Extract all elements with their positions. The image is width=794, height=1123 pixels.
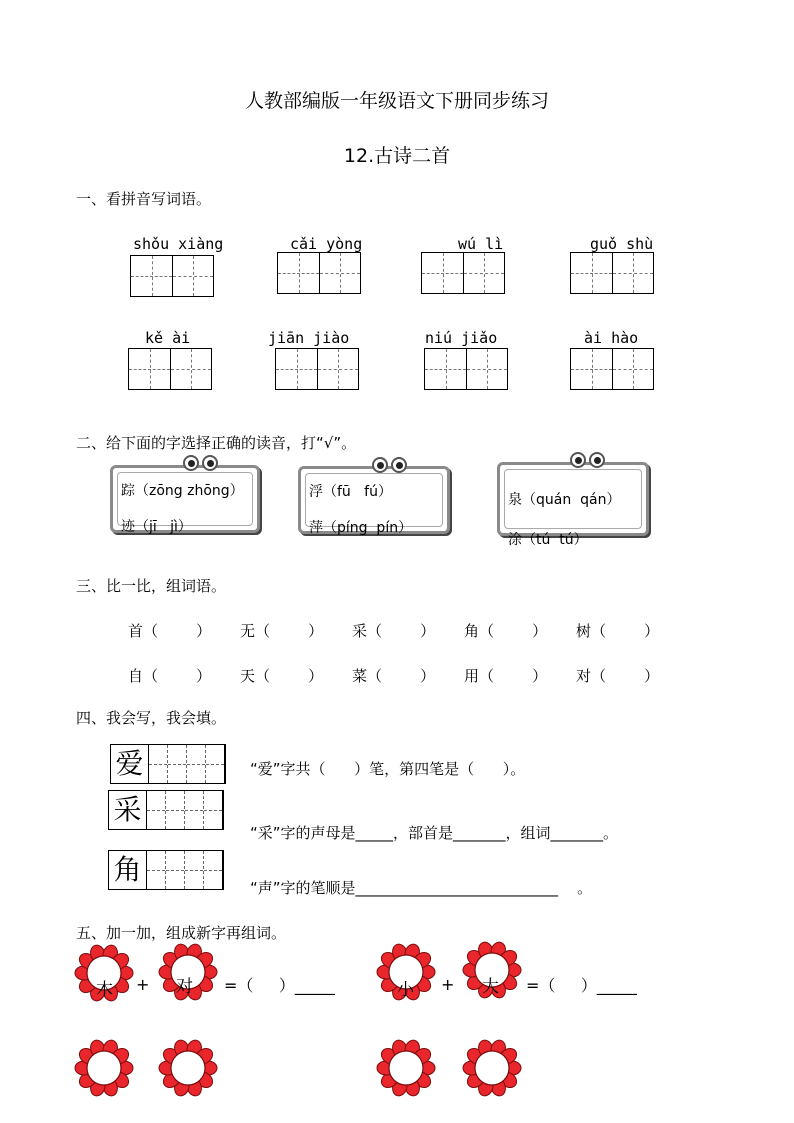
stroke-writing-box[interactable] xyxy=(110,744,226,784)
compare-item[interactable]: 角（ ） xyxy=(464,622,548,640)
char-b: 大 xyxy=(482,977,499,997)
flower-icon xyxy=(158,1038,218,1098)
compare-item[interactable]: 菜（ ） xyxy=(352,667,436,685)
plus-sign: + xyxy=(136,975,150,994)
section4-heading: 四、我会写，我会填。 xyxy=(76,709,227,727)
writing-grid[interactable] xyxy=(277,252,361,294)
pronunciation-board xyxy=(497,462,649,548)
writing-grid[interactable] xyxy=(421,252,505,294)
compare-item[interactable]: 采（ ） xyxy=(352,622,436,640)
stroke-writing-box[interactable] xyxy=(108,850,224,890)
fill-line-2[interactable]: “采”字的声母是_____，部首是_______，组词_______。 xyxy=(250,824,619,842)
section1-heading: 一、看拼音写词语。 xyxy=(76,190,212,208)
model-char: 角 xyxy=(109,851,147,889)
section3-heading: 三、比一比，组词语。 xyxy=(76,577,227,595)
worksheet-title: 人教部编版一年级语文下册同步练习 xyxy=(244,90,549,112)
flower-icon xyxy=(376,1038,436,1098)
char-b: 对 xyxy=(176,977,193,997)
eyes-icon xyxy=(570,452,606,470)
flower-icon xyxy=(74,1038,134,1098)
board-line[interactable]: 涂（tú tú） xyxy=(508,532,588,548)
eyes-icon xyxy=(183,455,219,473)
pinyin-3: wú lì xyxy=(458,235,504,253)
writing-grid[interactable] xyxy=(424,348,508,390)
pinyin-5: kě ài xyxy=(145,329,191,347)
char-a: 小 xyxy=(397,980,414,1000)
compare-item[interactable]: 用（ ） xyxy=(464,667,548,685)
section2-heading: 二、给下面的字选择正确的读音，打“√”。 xyxy=(76,434,357,452)
pinyin-8: ài hào xyxy=(584,329,639,347)
answer-blank[interactable]: =（ ）_____ xyxy=(224,976,335,995)
fill-line-3[interactable]: “声”字的笔顺是___________________________ 。 xyxy=(250,879,593,897)
board-line[interactable]: 迹（jī jì） xyxy=(121,519,192,535)
compare-item[interactable]: 对（ ） xyxy=(576,667,660,685)
plus-sign: + xyxy=(441,975,455,994)
pinyin-2: cǎi yòng xyxy=(290,235,363,253)
compare-item[interactable]: 树（ ） xyxy=(576,622,660,640)
stroke-writing-box[interactable] xyxy=(108,790,224,830)
pinyin-6: jiān jiào xyxy=(268,329,350,347)
pinyin-7: niú jiǎo xyxy=(425,329,498,347)
model-char: 爱 xyxy=(111,745,149,783)
pronunciation-board xyxy=(298,466,450,534)
section5-heading: 五、加一加，组成新字再组词。 xyxy=(76,924,287,942)
board-line[interactable]: 踪（zōng zhōng） xyxy=(121,483,244,499)
compare-item[interactable]: 首（ ） xyxy=(128,622,212,640)
fill-line-1[interactable]: “爱”字共（ ）笔，第四笔是（ ）。 xyxy=(250,760,526,778)
flower-icon xyxy=(462,1038,522,1098)
pinyin-1: shǒu xiàng xyxy=(133,235,224,253)
compare-item[interactable]: 天（ ） xyxy=(240,667,324,685)
writing-grid[interactable] xyxy=(130,255,214,297)
writing-grid[interactable] xyxy=(570,348,654,390)
writing-grid[interactable] xyxy=(570,252,654,294)
lesson-title: 12.古诗二首 xyxy=(343,145,451,167)
pronunciation-board xyxy=(110,465,260,533)
writing-grid[interactable] xyxy=(275,348,359,390)
char-a: 木 xyxy=(96,980,113,1000)
answer-blank[interactable]: =（ ）_____ xyxy=(526,976,637,995)
board-line[interactable]: 浮（fū fú） xyxy=(309,484,392,500)
board-line[interactable]: 泉（quán qán） xyxy=(508,492,621,508)
compare-item[interactable]: 无（ ） xyxy=(240,622,324,640)
compare-item[interactable]: 自（ ） xyxy=(128,667,212,685)
model-char: 采 xyxy=(109,791,147,829)
board-line[interactable]: 萍（píng pín） xyxy=(309,520,413,536)
pinyin-4: guǒ shù xyxy=(590,235,654,253)
writing-grid[interactable] xyxy=(128,348,212,390)
eyes-icon xyxy=(372,457,408,475)
